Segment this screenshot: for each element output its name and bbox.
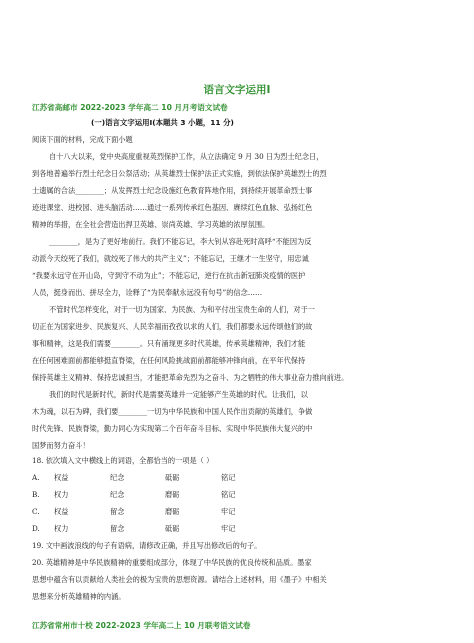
paragraph-line: 时代先锋、民族脊梁，勤力同心为实现第二个百年奋斗目标、实现中华民族伟大复兴的中 — [32, 424, 313, 433]
question-20-line: 思想来分析英雄精神的内涵。 — [32, 592, 126, 601]
source-heading-2: 江苏省常州市十校 2022-2023 学年高二上 10 月联考语文试卷 — [32, 621, 251, 630]
option-word: 纪念 — [110, 490, 125, 499]
question-20-line: 思想中蕴含有以贡献给人类社会的极为宝贵的思想资源。请结合上述材料，用《墨子》中相关 — [32, 575, 327, 584]
option-letter: D. — [32, 524, 40, 533]
paragraph-line: 在任何困难面前都能够挺直脊梁，在任何风险挑战面前都能够冲锋向前，在平年代保持 — [32, 356, 306, 365]
option-word: 砥砺 — [165, 473, 180, 482]
paragraph-line: 自十八大以来，党中央高度重视英烈保护工作，从立法确定 9 月 30 日为烈士纪念日， — [49, 152, 324, 161]
paragraph-line: 迹进课堂、进校园、进头脑活动……通过一系列传承红色基因、赓续红色血脉、弘扬红色 — [32, 203, 313, 212]
page-title: 语言文字运用Ⅰ — [203, 84, 271, 96]
paragraph-line: “我要永远守在开山岛，守到守不动为止”；不能忘记，逆行在抗击新冠肺炎疫情的医护 — [32, 271, 306, 280]
option-word: 铭记 — [221, 490, 236, 499]
option-word: 磨砺 — [165, 507, 180, 516]
paragraph-line: 精神的举措，在全社会营造出捍卫英雄、崇尚英雄、学习英雄的浓厚氛围。 — [32, 220, 270, 229]
option-word: 纪念 — [110, 473, 125, 482]
option-letter: B. — [32, 490, 40, 499]
question-20: 20. 英雄精神是中华民族精神的重要组成部分，体现了中华民族的优良传统和品质。墨家 — [32, 558, 312, 567]
paragraph-line: 不管时代怎样变化，对于一切为国家、为民族、为和平付出宝贵生命的人们，对于一 — [49, 305, 315, 314]
question-18: 18. 依次填入文中横线上的词语，全都恰当的一项是（ ） — [32, 456, 214, 465]
paragraph-line: 动派今天绞死了我们，就绞死了伟大的共产主义”；不能忘记，王继才一生坚守，用忠诚 — [32, 254, 309, 263]
option-word: 留念 — [110, 507, 125, 516]
intro-text: 阅读下面的材料，完成下面小题 — [32, 135, 133, 144]
paragraph-line: 保持英雄主义精神、保持忠诚担当，才能把革命先烈为之奋斗、为之牺牲的伟大事业奋力推向前进。 — [32, 373, 349, 382]
option-word: 权益 — [54, 473, 69, 482]
paragraph-line: 切正在为国家进步、民族复兴、人民幸福而孜孜以求的人们，我们都要永远传颂他们的故 — [32, 322, 313, 331]
option-word: 留念 — [110, 524, 125, 533]
paragraph-line: 到各地普遍举行烈士纪念日公祭活动；从英雄烈士保护法正式实施，到依法保护英雄烈士的烈 — [32, 169, 327, 178]
paragraph-line: 木为魂，以石为碑，我们要________一切为中华民族和中国人民作出贡献的英雄们，争做 — [32, 407, 313, 416]
paragraph-line: 事和精神，这是我们需要________。只有涌现更多时代英雄，传承英雄精神，我们才能 — [32, 339, 306, 348]
option-word: 磨砺 — [165, 490, 180, 499]
option-word: 牢记 — [221, 507, 236, 516]
source-heading: 江苏省高邮市 2022-2023 学年高二 10 月月考语文试卷 — [32, 103, 228, 112]
option-word: 牢记 — [221, 524, 236, 533]
question-19: 19. 文中画波浪线的句子有语病，请修改正确，并且写出修改后的句子。 — [32, 541, 262, 550]
option-word: 砥砺 — [165, 524, 180, 533]
paragraph-line: 我们的时代是新时代，新时代是需要英雄并一定能够产生英雄的时代。让我们，以 — [49, 390, 308, 399]
option-letter: C. — [32, 507, 40, 516]
paragraph-line: 人员，挺身而出、拼尽全力，诠释了“为民奉献永远没有句号”的信念…… — [32, 288, 263, 297]
option-word: 权力 — [54, 490, 69, 499]
section-heading: (一)语言文字运用Ⅰ(本题共 3 小题，11 分) — [91, 118, 234, 127]
paragraph-line: 士遗属的合法________；从发挥烈士纪念设施红色教育阵地作用，到持续开展革命烈士事 — [32, 186, 313, 195]
option-letter: A. — [32, 473, 40, 482]
option-word: 铭记 — [221, 473, 236, 482]
option-word: 权力 — [54, 524, 69, 533]
option-word: 权益 — [54, 507, 69, 516]
paragraph-line: ________，是为了更好地前行。我们不能忘记，李大钊从容赴死时高呼“不能因为反 — [49, 237, 312, 246]
paragraph-line: 国梦而努力奋斗！ — [32, 441, 90, 450]
